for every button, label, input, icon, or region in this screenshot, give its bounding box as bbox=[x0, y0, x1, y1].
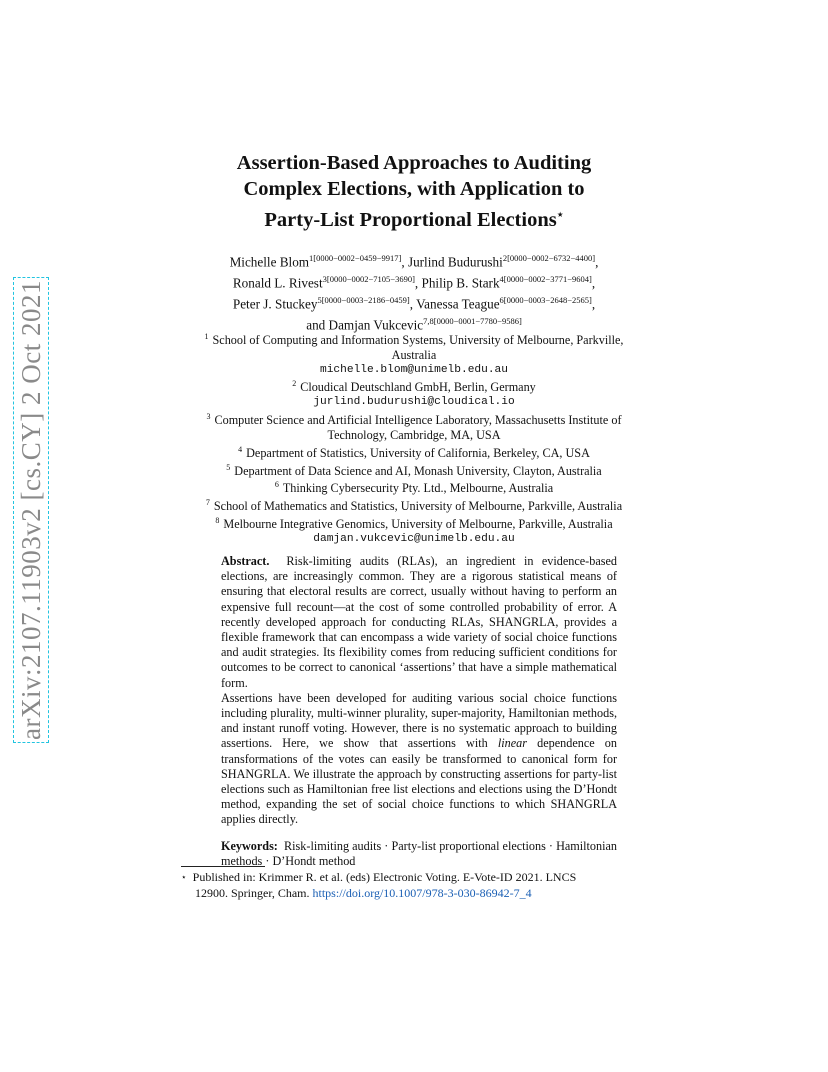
affiliation-list bbox=[160, 330, 668, 547]
author-orcid: 2[0000−0002−6732−4400] bbox=[502, 253, 596, 263]
affiliation-number: 7 bbox=[205, 498, 210, 508]
author-name: Vanessa Teague bbox=[416, 296, 500, 312]
affiliation-line bbox=[160, 496, 668, 514]
author-email[interactable]: michelle.blom@unimelb.edu.au bbox=[320, 363, 508, 376]
author-name: and Damjan Vukcevic bbox=[306, 317, 424, 333]
title-line-3 bbox=[140, 202, 688, 233]
footnote-line-2 bbox=[181, 886, 648, 902]
title-footnote-mark: ⋆ bbox=[556, 209, 564, 221]
footnote bbox=[181, 870, 648, 901]
paper-title bbox=[140, 150, 688, 233]
affiliation-number: 2 bbox=[292, 379, 297, 389]
abstract-paragraph-2 bbox=[221, 691, 617, 828]
abstract-emphasis: linear bbox=[497, 736, 527, 751]
author-email[interactable]: damjan.vukcevic@unimelb.edu.au bbox=[313, 533, 515, 546]
affiliation-line: Australia bbox=[391, 347, 437, 362]
title-line-2: Complex Elections, with Application to bbox=[243, 178, 585, 200]
affiliation-number: 4 bbox=[238, 444, 243, 454]
author-name: Ronald L. Rivest bbox=[232, 275, 323, 291]
affiliation-line bbox=[160, 330, 668, 348]
affiliation-text: Thinking Cybersecurity Pty. Ltd., Melbourne, Australia bbox=[282, 481, 554, 496]
abstract-text-2b: dependence on transformations of the votes can easily be transformed to canonical form for SHANGRLA. We illustrate the approach by constructing assertions for party-list elections such as Hamiltonian free list elections and elections using the D’Hondt method, expanding the set of social choice functions to which SHANGRLA applies directly. bbox=[221, 736, 617, 827]
arxiv-identifier-stamp[interactable] bbox=[14, 270, 48, 740]
author-list bbox=[150, 250, 678, 334]
affiliation-text: Melbourne Integrative Genomics, University of Melbourne, Parkville, Australia bbox=[223, 517, 613, 532]
affiliation-text: Cloudical Deutschland GmbH, Berlin, Germany bbox=[300, 380, 536, 395]
author-orcid: 1[0000−0002−0459−9917] bbox=[309, 253, 402, 263]
keywords bbox=[221, 839, 617, 869]
affiliation-line bbox=[160, 377, 668, 395]
author-orcid: 7,8[0000−0001−7780−9586] bbox=[423, 315, 522, 326]
author-line-2: Ronald L. Rivest$^{3[0000-0002-7105-3690]}$, Philip B. Stark$^{4[0000-0002-3771-9604]}$, bbox=[232, 273, 596, 291]
abstract-text-2a: Assertions have been developed for auditing various social choice functions including plurality, multi-winner plurality, super-majority, Hamiltonian methods, and instant runoff voting. However, there is no systematic approach to building assertions. Here, we show that assertions with bbox=[221, 690, 617, 751]
doi-link[interactable]: https://doi.org/10.1007/978-3-030-86942-7_4 bbox=[312, 885, 532, 900]
author-email[interactable]: jurlind.budurushi@cloudical.io bbox=[313, 396, 515, 409]
author-line-3: Peter J. Stuckey$^{5[0000-0003-2186-0459]}$, Vanessa Teague$^{6[0000-0003-2648-2565]}$, bbox=[232, 294, 596, 312]
affiliation-line bbox=[160, 514, 668, 532]
footnote-divider bbox=[181, 866, 265, 867]
affiliation-text: Department of Statistics, University of California, Berkeley, CA, USA bbox=[246, 445, 590, 460]
affiliation-line bbox=[160, 410, 668, 428]
keywords-label: Keywords: bbox=[221, 838, 278, 853]
footnote-line-1 bbox=[181, 870, 648, 886]
footnote-mark: ⋆ bbox=[181, 872, 187, 882]
footnote-text: Published in: Krimmer R. et al. (eds) Electronic Voting. E-Vote-ID 2021. LNCS bbox=[192, 870, 577, 884]
title-line-3-text: Party-List Proportional Elections bbox=[264, 208, 557, 231]
author-name: Jurlind Budurushi bbox=[407, 254, 503, 270]
affiliation-number: 6 bbox=[274, 480, 279, 490]
affiliation-line: Technology, Cambridge, MA, USA bbox=[327, 427, 501, 442]
affiliation-text: School of Computing and Information Systems, University of Melbourne, Parkville, bbox=[212, 333, 624, 348]
affiliation-line bbox=[160, 461, 668, 479]
abstract-paragraph-1 bbox=[221, 554, 617, 691]
footnote-text-2: 12900. Springer, Cham. bbox=[195, 885, 310, 900]
affiliation-line bbox=[160, 478, 668, 496]
author-orcid: 3[0000−0002−7105−3690] bbox=[322, 273, 415, 284]
author-orcid: 6[0000−0003−2648−2565] bbox=[499, 294, 592, 305]
affiliation-text: Computer Science and Artificial Intelligence Laboratory, Massachusetts Institute of bbox=[214, 413, 622, 428]
title-line-1: Assertion-Based Approaches to Auditing bbox=[236, 152, 592, 174]
affiliation-number: 5 bbox=[226, 462, 231, 472]
affiliation-line bbox=[160, 443, 668, 461]
author-line-1: Michelle Blom$^{1[0000-0002-0459-9917]}$, Jurlind Budurushi$^{2[0000-0002-6732-4400]}$, bbox=[229, 253, 599, 270]
affiliation-text: School of Mathematics and Statistics, University of Melbourne, Parkville, Australia bbox=[213, 499, 623, 514]
abstract-label: Abstract. bbox=[221, 554, 270, 568]
affiliation-text: Department of Data Science and AI, Monash University, Clayton, Australia bbox=[234, 463, 602, 478]
author-name: Philip B. Stark bbox=[421, 275, 500, 291]
author-name: Michelle Blom bbox=[229, 254, 310, 270]
keywords-text: Risk-limiting audits · Party-list proportional elections · Hamiltonian methods · D’Hondt method bbox=[221, 838, 617, 868]
affiliation-number: 3 bbox=[206, 412, 211, 422]
arxiv-stamp-text[interactable]: arXiv:2107.11903v2 [cs.CY] 2 Oct 2021 bbox=[16, 280, 46, 740]
abstract-text-1: Risk-limiting audits (RLAs), an ingredient in evidence-based elections, are increasingly common. They are a rigorous statistical means of ensuring that electoral results are correct, usually without having to perform an expensive full recount—at the cost of some controlled probability of error. A recently developed approach for conducting RLAs, SHANGRLA, provides a flexible framework that can encompass a wide variety of social choice functions and audit strategies. Its flexibility comes from reducing sufficient conditions for outcomes to be correct to canonical ‘assertions’ that have a simple mathematical form. bbox=[221, 554, 617, 690]
abstract-block bbox=[221, 554, 617, 869]
affiliation-number: 8 bbox=[215, 516, 220, 526]
affiliation-number: 1 bbox=[204, 332, 209, 341]
author-name: Peter J. Stuckey bbox=[232, 296, 318, 312]
author-orcid: 5[0000−0003−2186−0459] bbox=[317, 294, 410, 305]
author-orcid: 4[0000−0002−3771−9604] bbox=[499, 273, 592, 284]
